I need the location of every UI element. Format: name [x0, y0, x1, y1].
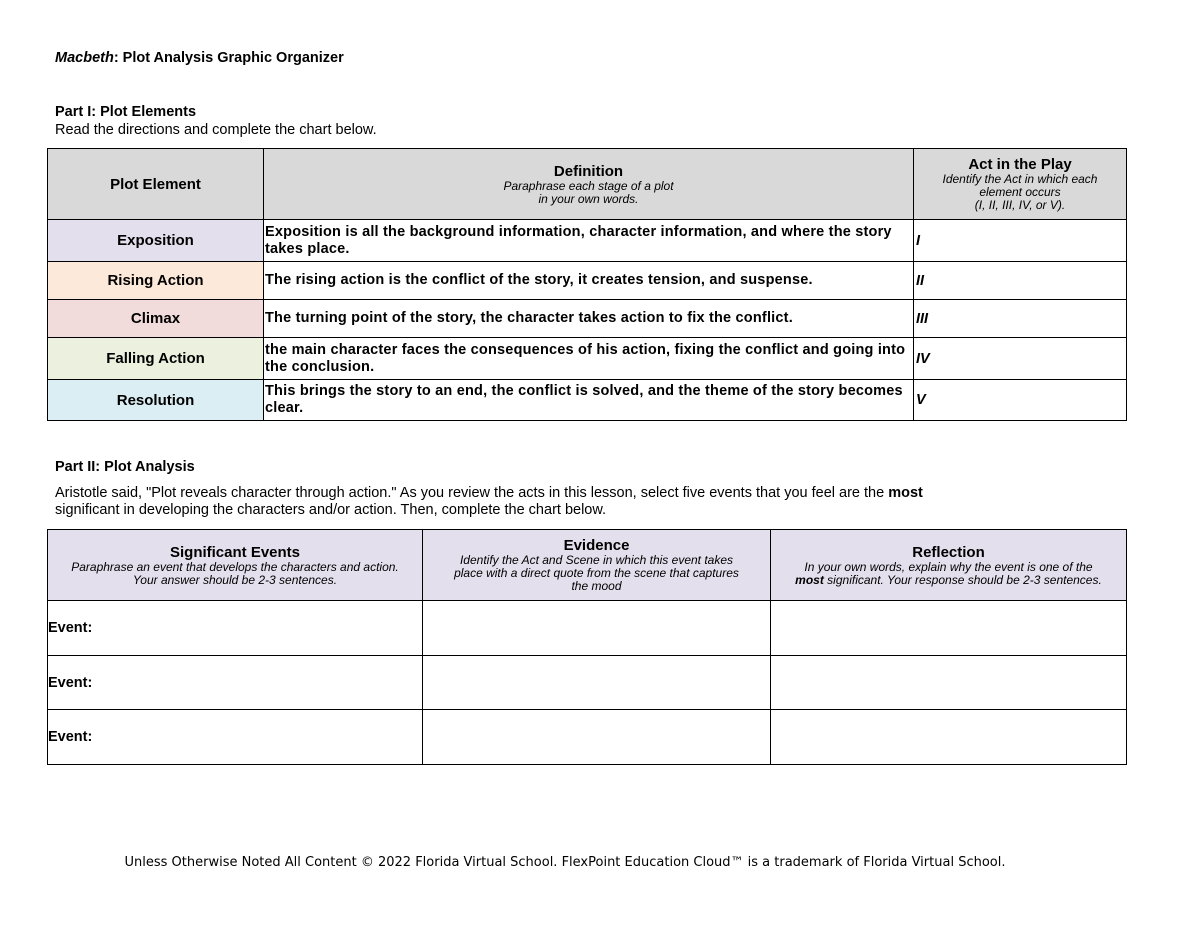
header-definition: [264, 149, 914, 220]
intro-bold: most: [888, 485, 923, 501]
header-act: [914, 149, 1127, 220]
title-play-name: Macbeth: [55, 50, 114, 66]
header-events-title: Significant Events: [169, 543, 301, 561]
definition-cell[interactable]: The turning point of the story, the character takes action to fix the conflict.: [264, 300, 914, 338]
definition-cell[interactable]: The rising action is the conflict of the story, it creates tension, and suspense.: [264, 262, 914, 300]
header-reflection-sub2: [771, 574, 1126, 587]
event-label-cell[interactable]: Event:: [48, 710, 423, 765]
event-row: [48, 656, 1127, 710]
header-act-sub1: Identify the Act in which each: [942, 172, 1098, 186]
header-significant-events: [48, 530, 423, 601]
act-cell[interactable]: I: [914, 220, 1127, 262]
evidence-cell[interactable]: [423, 710, 771, 765]
plot-row-climax: [48, 300, 1127, 338]
event-row: [48, 710, 1127, 765]
event-label-cell[interactable]: Event:: [48, 601, 423, 656]
evidence-cell[interactable]: [423, 601, 771, 656]
reflection-cell[interactable]: [771, 601, 1127, 656]
definition-cell[interactable]: the main character faces the consequences of his action, fixing the conflict and going into the conclusion.: [264, 338, 914, 380]
reflection-most: most: [795, 572, 824, 587]
header-evidence-sub1: Identify the Act and Scene in which this event takes: [459, 553, 734, 567]
title-rest: : Plot Analysis Graphic Organizer: [113, 50, 344, 66]
plot-element-cell: Exposition: [48, 220, 264, 262]
header-act-sub3: (I, II, III, IV, or V).: [974, 198, 1066, 212]
part2-intro-line1: [55, 485, 1115, 502]
header-reflection: [771, 530, 1127, 601]
plot-row-falling-action: [48, 338, 1127, 380]
header-act-sub2: element occurs: [979, 185, 1061, 199]
page-title: [55, 50, 344, 66]
reflection-cell[interactable]: [771, 710, 1127, 765]
plot-elements-header-row: [48, 149, 1127, 220]
header-definition-sub1: Paraphrase each stage of a plot: [503, 178, 674, 193]
part2-intro: [55, 485, 1115, 519]
act-cell[interactable]: V: [914, 380, 1127, 421]
evidence-cell[interactable]: [423, 656, 771, 710]
event-row: [48, 601, 1127, 656]
plot-element-cell: Climax: [48, 300, 264, 338]
part2-intro-line2: significant in developing the characters and/or action. Then, complete the chart below.: [55, 502, 607, 518]
header-act-title: Act in the Play: [968, 156, 1072, 173]
header-definition-title: Definition: [553, 162, 624, 180]
header-reflection-title: Reflection: [912, 543, 985, 561]
header-evidence-sub3: the mood: [571, 579, 622, 593]
header-definition-sub2: in your own words.: [538, 191, 639, 206]
part1-heading: Part I: Plot Elements: [55, 104, 197, 120]
event-label-cell[interactable]: Event:: [48, 656, 423, 710]
plot-element-cell: Rising Action: [48, 262, 264, 300]
intro-text: Aristotle said, "Plot reveals character through action." As you review the acts in this lesson, select five events that you feel are the: [55, 485, 889, 501]
copyright-footer: Unless Otherwise Noted All Content © 2022 Florida Virtual School. FlexPoint Education Cloud™ is a trademark of Florida Virtual School.: [124, 855, 1006, 870]
reflection-cell[interactable]: [771, 656, 1127, 710]
plot-row-rising-action: [48, 262, 1127, 300]
plot-analysis-header-row: [48, 530, 1127, 601]
act-cell[interactable]: II: [914, 262, 1127, 300]
header-evidence-sub2: place with a direct quote from the scene that captures: [454, 566, 739, 580]
plot-analysis-table: [47, 529, 1127, 765]
part2-heading: Part II: Plot Analysis: [55, 459, 195, 475]
header-evidence-title: Evidence: [563, 537, 630, 554]
plot-element-cell: Resolution: [48, 380, 264, 421]
header-events-sub2: Your answer should be 2-3 sentences.: [132, 572, 338, 587]
definition-cell[interactable]: This brings the story to an end, the conflict is solved, and the theme of the story becomes clear.: [264, 380, 914, 421]
reflection-rest: significant. Your response should be 2-3 sentences.: [823, 572, 1102, 587]
header-plot-element: Plot Element: [48, 149, 264, 220]
header-reflection-sub1: In your own words, explain why the event is one of the: [804, 559, 1093, 574]
plot-row-resolution: [48, 380, 1127, 421]
plot-row-exposition: [48, 220, 1127, 262]
act-cell[interactable]: IV: [914, 338, 1127, 380]
definition-cell[interactable]: Exposition is all the background information, character information, and where the story takes place.: [264, 220, 914, 262]
header-evidence: [423, 530, 771, 601]
act-cell[interactable]: III: [914, 300, 1127, 338]
plot-elements-table: [47, 148, 1127, 421]
plot-element-cell: Falling Action: [48, 338, 264, 380]
header-events-sub1: Paraphrase an event that develops the characters and action.: [71, 559, 399, 574]
part1-directions: Read the directions and complete the chart below.: [55, 122, 377, 138]
